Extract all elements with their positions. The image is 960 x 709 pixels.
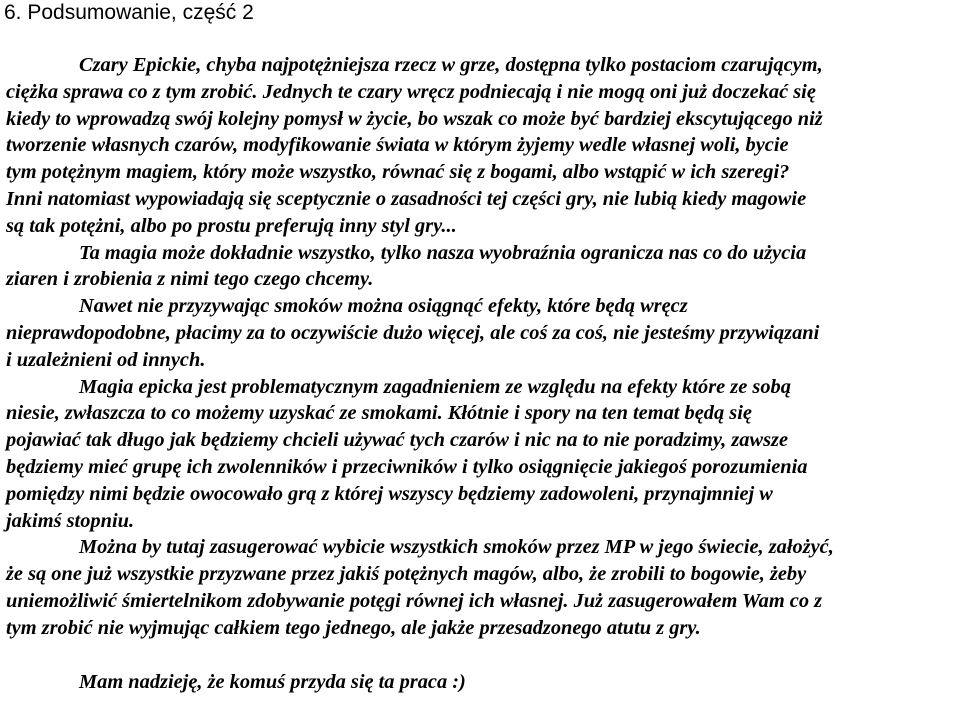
text-line: że są one już wszystkie przyzwane przez jakiś potężnych magów, albo, że zrobili to bogowie, żeby	[6, 563, 807, 586]
text-line: tworzenie własnych czarów, modyfikowanie świata w którym żyjemy wedle własnej woli, bycie	[6, 134, 789, 157]
text-line: niesie, zwłaszcza to co możemy uzyskać ze smokami. Kłótnie i spory na ten temat będą się	[6, 402, 752, 425]
text-line: pomiędzy nimi będzie owocowało grą z której wszyscy będziemy zadowoleni, przynajmniej w	[6, 482, 773, 505]
section-heading: 6. Podsumowanie, część 2	[4, 1, 254, 24]
text-line: ciężka sprawa co z tym zrobić. Jednych te czary wręcz podniecają i nie mogą oni już doczekać się	[6, 80, 816, 103]
text-line: tym potężnym magiem, który może wszystko, równać się z bogami, albo wstąpić w ich szeregi?	[6, 161, 790, 184]
text-line: będziemy mieć grupę ich zwolenników i przeciwników i tylko osiągnięcie jakiegoś porozumienia	[6, 455, 808, 478]
text-line: uniemożliwić śmiertelnikom zdobywanie potęgi równej ich własnej. Już zasugerowałem Wam co z	[6, 589, 823, 612]
text-line: są tak potężni, albo po prostu preferują inny styl gry...	[6, 214, 457, 237]
text-line: Czary Epickie, chyba najpotężniejsza rzecz w grze, dostępna tylko postaciom czarującym,	[79, 54, 823, 76]
text-line: pojawiać tak długo jak będziemy chcieli używać tych czarów i nic na to nie poradzimy, zawsze	[6, 429, 789, 452]
text-line: Ta magia może dokładnie wszystko, tylko nasza wyobraźnia ogranicza nas co do użycia	[79, 241, 807, 264]
text-line: ziaren i zrobienia z nimi tego czego chcemy.	[6, 268, 374, 291]
document-body	[6, 52, 958, 695]
text-line: Można by tutaj zasugerować wybicie wszystkich smoków przez MP w jego świecie, założyć,	[79, 536, 834, 559]
text-line: i uzależnieni od innych.	[6, 348, 206, 371]
text-line: tym zrobić nie wyjmując całkiem tego jednego, ale jakże przesadzonego atutu z gry.	[6, 616, 701, 639]
text-line: kiedy to wprowadzą swój kolejny pomysł w życie, bo wszak co może być bardziej ekscytującego niż	[6, 107, 823, 130]
paragraph-imagination	[6, 240, 958, 294]
text-line: Inni natomiast wypowiadają się sceptycznie o zasadności tej części gry, nie lubią kiedy magowie	[6, 187, 807, 210]
text-line: jakimś stopniu.	[6, 509, 135, 532]
blank-line	[6, 642, 958, 669]
paragraph-dragons	[6, 293, 958, 373]
closing-line: Mam nadzieję, że komuś przyda się ta praca :)	[79, 670, 466, 693]
paragraph-epic-spells	[6, 52, 958, 240]
text-line: nieprawdopodobne, płacimy za to oczywiście dużo więcej, ale coś za coś, nie jesteśmy przywiązani	[6, 321, 820, 344]
paragraph-suggestion	[6, 534, 958, 641]
paragraph-problematic	[6, 374, 958, 535]
text-line: Magia epicka jest problematycznym zagadnieniem ze względu na efekty które ze sobą	[79, 375, 791, 398]
text-line: Nawet nie przyzywając smoków można osiągnąć efekty, które będą wręcz	[79, 295, 688, 318]
